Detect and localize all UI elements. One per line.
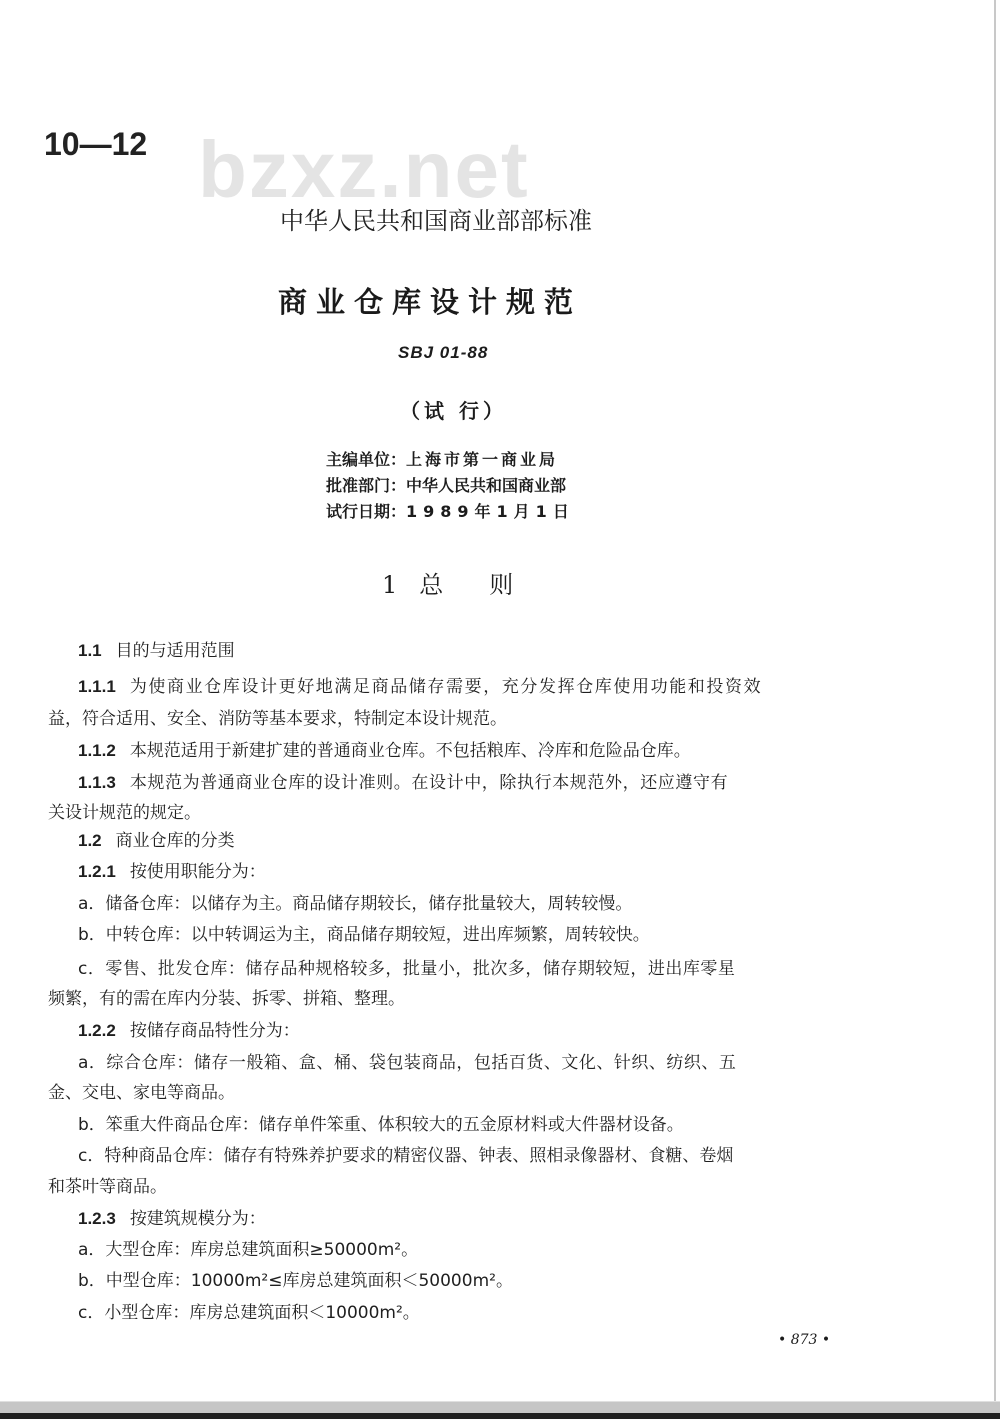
section-heading xyxy=(48,826,235,851)
horizontal-scrollbar[interactable] xyxy=(0,1401,1000,1413)
section-number: 1.2.2 xyxy=(78,1021,116,1040)
chapter-title-part: 总 xyxy=(419,571,444,599)
paragraph-line xyxy=(48,1204,266,1229)
document-meta xyxy=(326,447,575,525)
chapter-heading xyxy=(382,565,513,600)
watermark: bzxz.net xyxy=(198,125,530,214)
section-text: 本规范为普通商业仓库的设计准则。在设计中，除执行本规范外，还应遵守有 xyxy=(129,773,729,793)
paragraph-line xyxy=(48,984,405,1009)
list-item xyxy=(48,920,650,945)
section-text: c．零售、批发仓库：储存品种规格较多，批量小，批次多，储存期较短，进出库零星 xyxy=(78,959,736,979)
issuer-header: 中华人民共和国商业部部标准 xyxy=(280,207,592,235)
paragraph-line xyxy=(48,857,266,882)
chapter-number: 1 xyxy=(382,571,398,599)
meta-approver xyxy=(326,473,575,499)
paragraph-line xyxy=(48,736,691,761)
section-text: 关设计规范的规定。 xyxy=(48,803,201,823)
paragraph-line xyxy=(48,704,507,729)
list-item xyxy=(48,1141,733,1166)
chapter-title-part: 则 xyxy=(489,571,514,599)
section-text: 目的与适用范围 xyxy=(115,641,235,661)
paragraph-line xyxy=(48,1016,300,1041)
list-item xyxy=(48,1110,684,1135)
list-item xyxy=(48,1048,736,1073)
list-item xyxy=(48,1298,420,1323)
meta-value: 1989年1月1日 xyxy=(406,502,575,521)
paragraph-line xyxy=(48,768,728,793)
section-text: b．笨重大件商品仓库：储存单件笨重、体积较大的五金原材料或大件器材设备。 xyxy=(78,1115,684,1135)
section-text: 为使商业仓库设计更好地满足商品储存需要，充分发挥仓库使用功能和投资效 xyxy=(129,677,763,697)
meta-value: 中华人民共和国商业部 xyxy=(406,476,567,495)
section-number: 1.2.1 xyxy=(78,862,116,881)
section-number: 1.1.2 xyxy=(78,741,116,760)
meta-editor xyxy=(326,447,575,473)
section-text: 益，符合适用、安全、消防等基本要求，特制定本设计规范。 xyxy=(48,709,507,729)
list-item xyxy=(48,1235,418,1260)
section-number: 1.1.1 xyxy=(78,677,116,696)
section-text: 金、交电、家电等商品。 xyxy=(48,1083,235,1103)
paragraph-line xyxy=(48,672,762,697)
document-title: 商业仓库设计规范 xyxy=(278,285,583,319)
meta-label: 批准部门： xyxy=(326,476,407,495)
list-item xyxy=(48,954,735,979)
section-text: 按储存商品特性分为： xyxy=(129,1021,300,1041)
paragraph-line xyxy=(48,1078,235,1103)
section-text: a．大型仓库：库房总建筑面积≥50000m²。 xyxy=(78,1240,419,1260)
meta-value: 上海市第一商业局 xyxy=(406,450,559,469)
section-text: a．储备仓库：以储存为主。商品储存期较长，储存批量较大，周转较慢。 xyxy=(78,894,633,914)
section-number: 1.2.3 xyxy=(78,1209,116,1228)
meta-effective-date xyxy=(326,499,575,525)
section-text: 频繁，有的需在库内分装、拆零、拼箱、整理。 xyxy=(48,989,405,1009)
standard-code: SBJ 01-88 xyxy=(398,343,489,362)
section-number: 1.2 xyxy=(78,831,102,850)
paragraph-line xyxy=(48,1172,167,1197)
section-text: 按建筑规模分为： xyxy=(129,1209,266,1229)
bottom-band xyxy=(0,1413,1000,1419)
meta-label: 试行日期： xyxy=(326,502,407,521)
document-code: 10—12 xyxy=(44,126,148,162)
section-heading xyxy=(48,636,235,661)
meta-label: 主编单位： xyxy=(326,450,407,469)
section-number: 1.1.3 xyxy=(78,773,116,792)
section-text: b．中型仓库：10000m²≤库房总建筑面积＜50000m²。 xyxy=(78,1271,513,1291)
page-border xyxy=(994,0,996,1401)
section-text: c．小型仓库：库房总建筑面积＜10000m²。 xyxy=(78,1303,420,1323)
section-text: a．综合仓库：储存一般箱、盒、桶、袋包装商品，包括百货、文化、针织、纺织、五 xyxy=(78,1053,737,1073)
section-text: 商业仓库的分类 xyxy=(115,831,235,851)
page-number: • 873 • xyxy=(778,1332,831,1348)
status-label: （试 行） xyxy=(400,399,507,423)
section-text: 本规范适用于新建扩建的普通商业仓库。不包括粮库、冷库和危险品仓库。 xyxy=(129,741,691,761)
paragraph-line xyxy=(48,798,201,823)
section-text: 和茶叶等商品。 xyxy=(48,1177,167,1197)
section-text: 按使用职能分为： xyxy=(129,862,266,882)
list-item xyxy=(48,1266,513,1291)
section-number: 1.1 xyxy=(78,641,102,660)
section-text: c．特种商品仓库：储存有特殊养护要求的精密仪器、钟表、照相录像器材、食糖、卷烟 xyxy=(78,1146,734,1166)
section-text: b．中转仓库：以中转调运为主，商品储存期较短，进出库频繁，周转较快。 xyxy=(78,925,650,945)
list-item xyxy=(48,889,632,914)
